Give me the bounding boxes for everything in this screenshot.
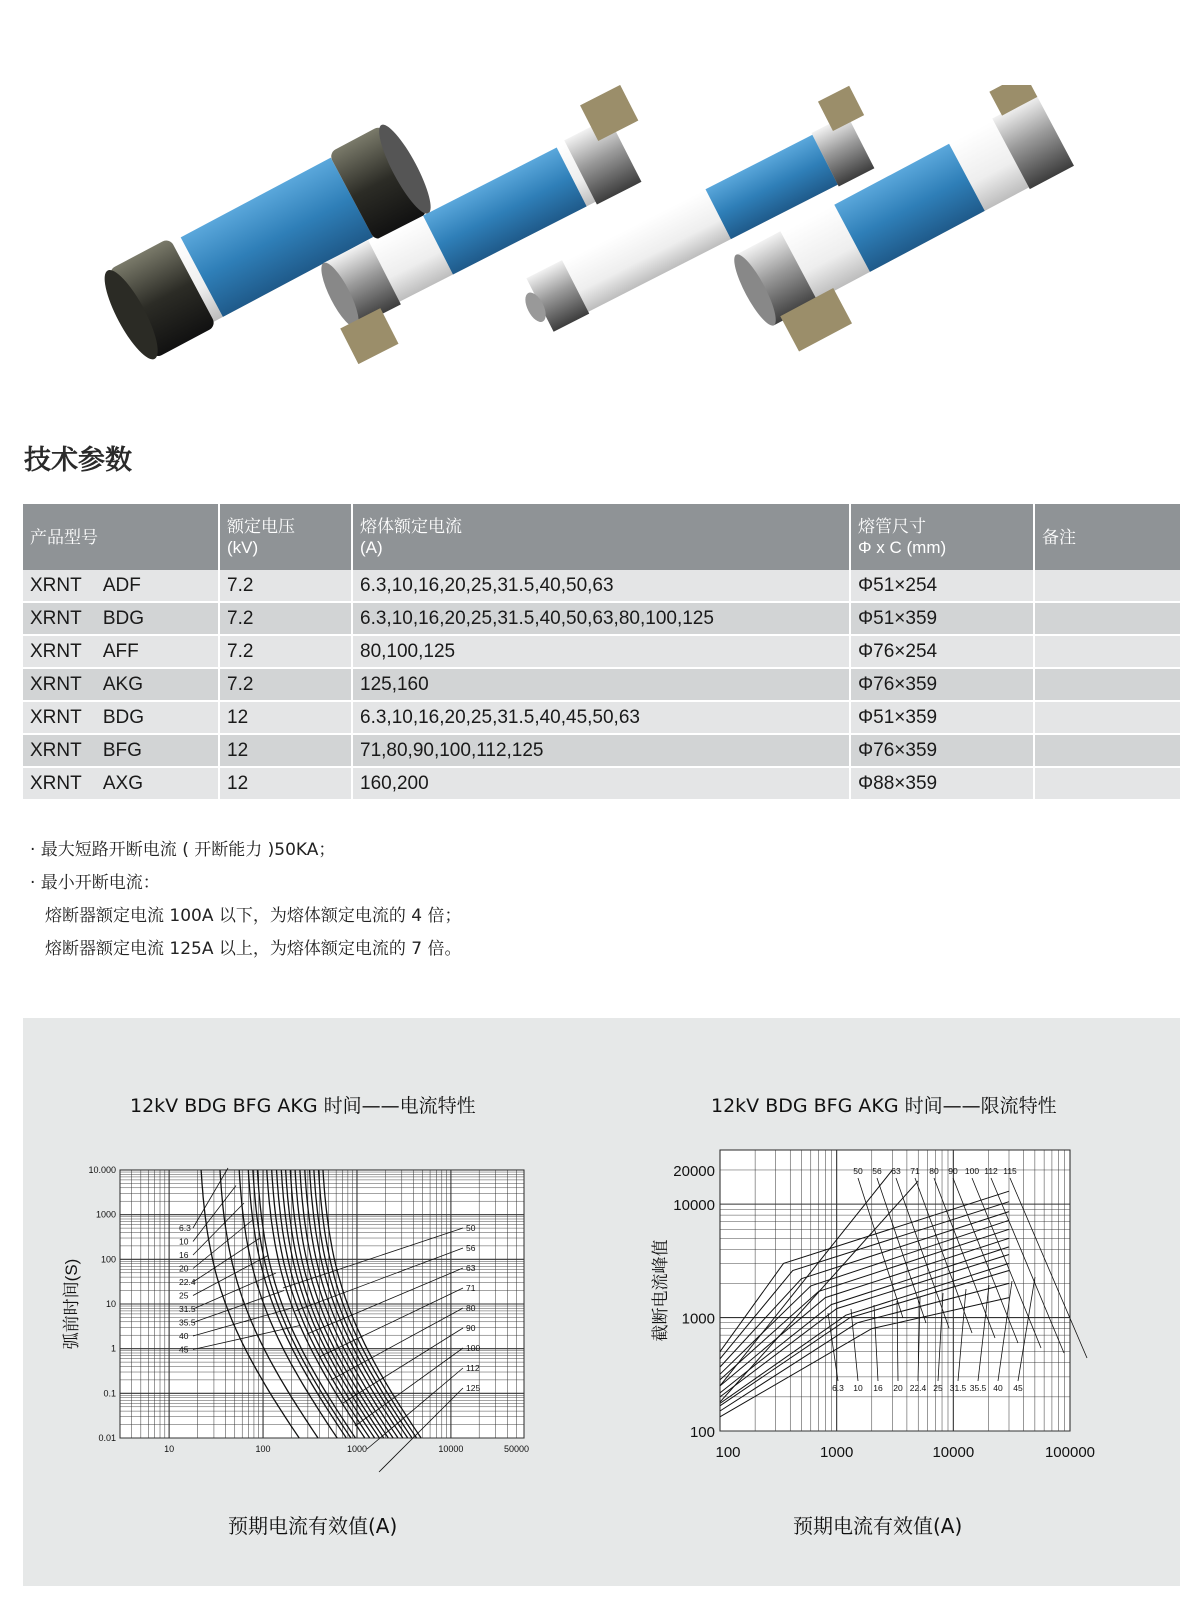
chart2-series-label: 80	[929, 1166, 939, 1176]
chart2-series-label: 56	[872, 1166, 882, 1176]
chart1-series-label: 63	[466, 1263, 476, 1273]
chart2-xtick: 100000	[1044, 1444, 1096, 1461]
chart1-xlabel: 预期电流有效值(A)	[228, 1514, 398, 1538]
chart2-title: 12kV BDG BFG AKG 时间——限流特性	[711, 1095, 1057, 1117]
current-limiting-chart	[638, 1138, 1138, 1468]
header-current: 熔体额定电流 (A)	[352, 504, 850, 570]
table-row: XRNT BDG 7.2 6.3,10,16,20,25,31.5,40,50,63,80,100,125 Φ51×359	[23, 602, 1180, 635]
chart1-series-label: 45	[179, 1344, 189, 1355]
chart2-series-label: 10	[853, 1383, 863, 1393]
chart1-series-label: 20	[179, 1263, 189, 1274]
notes	[30, 834, 462, 966]
note-below-100a: 熔断器额定电流 100A 以下，为熔体额定电流的 4 倍；	[45, 906, 462, 926]
chart1-series-label: 100	[466, 1343, 481, 1353]
chart1-series-label: 16	[179, 1250, 189, 1260]
chart2-series-label: 16	[873, 1383, 883, 1393]
product-photo	[100, 85, 1100, 375]
table-row: XRNT BFG 12 71,80,90,100,112,125 Φ76×359	[23, 734, 1180, 767]
header-size: 熔管尺寸 Φ x C (mm)	[850, 504, 1034, 570]
chart1-ytick: 1	[110, 1343, 116, 1354]
table-row: XRNT AKG 7.2 125,160 Φ76×359	[23, 668, 1180, 701]
chart1-series-label: 35.5	[179, 1317, 196, 1328]
chart2-ytick: 20000	[673, 1162, 715, 1180]
chart1-series-label: 112	[466, 1363, 480, 1373]
chart1-xtick: 100	[255, 1444, 271, 1454]
chart2-series-label: 112	[984, 1166, 998, 1176]
chart2-series-label: 22.4	[909, 1383, 927, 1393]
chart1-ytick: 10	[105, 1299, 116, 1309]
chart2-series-label: 50	[853, 1166, 863, 1176]
chart1-series-label: 22.4	[179, 1277, 196, 1287]
chart2-series-label: 45	[1013, 1383, 1023, 1393]
chart1-title: 12kV BDG BFG AKG 时间——电流特性	[130, 1095, 476, 1117]
chart1-series-label: 90	[466, 1323, 476, 1333]
header-model: 产品型号	[23, 504, 219, 570]
chart2-series-label: 90	[948, 1166, 958, 1176]
chart2-ytick: 10000	[673, 1197, 715, 1215]
chart1-series-label: 80	[466, 1303, 476, 1313]
fuse-4	[716, 85, 1091, 361]
chart1-ytick: 0.01	[98, 1433, 116, 1443]
chart1-series-label: 40	[179, 1331, 189, 1341]
chart1-xtick: 1000	[346, 1444, 367, 1454]
section-heading: 技术参数	[24, 445, 132, 476]
chart1-series-label: 31.5	[179, 1304, 196, 1314]
chart1-xtick: 50000	[504, 1444, 530, 1454]
chart1-series-label: 56	[466, 1243, 476, 1253]
chart1-ytick: 100	[100, 1254, 116, 1265]
chart2-ylabel: 截断电流峰值	[651, 1239, 670, 1342]
chart1-ytick: 10.000	[88, 1165, 116, 1175]
chart1-series-label: 6.3	[179, 1223, 191, 1233]
chart1-xtick: 10000	[438, 1444, 464, 1454]
chart2-xtick: 100	[715, 1444, 741, 1461]
chart2-ytick: 100	[689, 1424, 715, 1441]
spec-table	[23, 504, 1180, 801]
table-row: XRNT AFF 7.2 80,100,125 Φ76×254	[23, 635, 1180, 668]
chart1-ylabel: 弧前时间(S)	[62, 1258, 81, 1350]
chart1-xtick: 10	[164, 1444, 175, 1454]
chart2-series-label: 71	[910, 1166, 920, 1176]
chart2-series-label: 40	[993, 1383, 1003, 1393]
header-voltage: 额定电压 (kV)	[219, 504, 352, 570]
table-row: XRNT AXG 12 160,200 Φ88×359	[23, 767, 1180, 800]
chart2-series-label: 31.5	[949, 1383, 967, 1393]
note-max-breaking: · 最大短路开断电流 ( 开断能力 )50KA；	[30, 840, 336, 860]
chart1-ytick: 1000	[95, 1209, 116, 1220]
chart1-series-label: 125	[466, 1383, 481, 1393]
time-current-chart	[53, 1158, 573, 1488]
chart2-series-label: 100	[964, 1166, 980, 1176]
header-remark: 备注	[1034, 504, 1180, 570]
chart2-xlabel: 预期电流有效值(A)	[793, 1514, 963, 1538]
chart2-series-label: 35.5	[969, 1383, 987, 1393]
note-min-breaking: · 最小开断电流：	[30, 873, 160, 893]
chart1-series-label: 50	[466, 1223, 476, 1233]
chart2-series-label: 25	[933, 1383, 943, 1393]
table-row: XRNT BDG 12 6.3,10,16,20,25,31.5,40,45,50,63 Φ51×359	[23, 701, 1180, 734]
chart1-series-label: 71	[466, 1283, 476, 1293]
chart2-xtick: 10000	[932, 1444, 975, 1461]
chart2-xtick: 1000	[819, 1444, 854, 1461]
chart2-series-label: 63	[891, 1166, 901, 1176]
chart-panel	[23, 1018, 1180, 1586]
table-header-row	[23, 504, 1180, 570]
note-above-125a: 熔断器额定电流 125A 以上，为熔体额定电流的 7 倍。	[45, 939, 462, 959]
chart1-series-label: 10	[179, 1236, 189, 1247]
chart2-series-label: 6.3	[832, 1383, 844, 1393]
chart1-ytick: 0.1	[103, 1388, 116, 1399]
table-row: XRNT ADF 7.2 6.3,10,16,20,25,31.5,40,50,63 Φ51×254	[23, 570, 1180, 602]
chart2-series-label: 115	[1003, 1166, 1017, 1176]
chart2-series-label: 20	[893, 1383, 903, 1393]
chart2-ytick: 1000	[681, 1310, 715, 1328]
chart1-series-label: 25	[179, 1290, 189, 1301]
